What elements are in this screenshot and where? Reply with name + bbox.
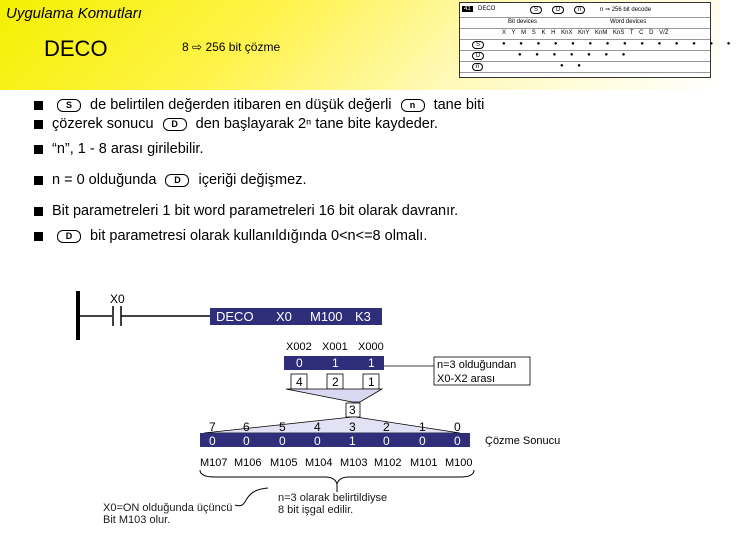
output-bit-value: 0: [454, 434, 461, 448]
input-label: X000: [358, 341, 384, 353]
input-label: X001: [322, 341, 348, 353]
callout-right-line2: 8 bit işgal edilir.: [278, 504, 354, 516]
thumb-row-d: D: [472, 52, 484, 60]
callout-left-line2: Bit M103 olur.: [103, 514, 171, 526]
param-s-badge: S: [57, 99, 81, 112]
instruction-name: DECO: [216, 309, 254, 324]
output-label: M107: [200, 457, 228, 469]
callout-right-line1: n=3 olarak belirtildiyse: [278, 492, 388, 504]
input-bit-value: 0: [296, 356, 303, 370]
subtitle-from: 8: [182, 40, 189, 54]
callout-right: [278, 492, 387, 516]
bullet-text: n = 0 olduğunda: [52, 172, 157, 188]
param-n-badge: n: [401, 99, 425, 112]
param-d-badge: D: [165, 174, 189, 187]
thumb-dots-n: ● ●: [560, 63, 587, 69]
result-label: Çözme Sonucu: [485, 435, 561, 447]
output-bit-value: 0: [279, 434, 286, 448]
instruction-arg-d: M100: [310, 309, 343, 324]
output-bit-value: 1: [349, 434, 356, 448]
bullet-text: içeriği değişmez.: [198, 172, 307, 188]
input-label: X002: [286, 341, 312, 353]
output-label: M100: [445, 457, 473, 469]
arrow-right-icon: ⇨: [192, 40, 203, 54]
output-bit-value: 0: [314, 434, 321, 448]
input-weight: 1: [368, 375, 375, 389]
output-label: M105: [270, 457, 298, 469]
n-note-line2: X0-X2 arası: [437, 373, 496, 385]
param-d-badge: D: [163, 118, 187, 131]
output-label: M104: [305, 457, 333, 469]
sum-value: 3: [349, 403, 356, 417]
thumb-name: DECO: [478, 6, 496, 12]
thumb-dots-d: ● ● ● ● ● ● ●: [518, 52, 632, 58]
thumb-columns: X Y M S K H KnX KnY KnM KnS T C D V/Z: [502, 30, 669, 36]
callout-left: [103, 502, 232, 526]
subtitle-to: 256 bit çözme: [205, 40, 281, 54]
callout-curve: [235, 488, 268, 506]
bullet-text: den başlayarak 2ⁿ tane bite kaydeder.: [195, 116, 438, 132]
output-label: M101: [410, 457, 438, 469]
output-label: M103: [340, 457, 368, 469]
thumb-desc: n ⇒ 256 bit decode: [600, 7, 652, 13]
output-label: M102: [374, 457, 402, 469]
course-title: Uygulama Komutları: [6, 5, 142, 22]
thumb-row-s: S: [472, 41, 484, 49]
thumb-op-d: D: [552, 6, 564, 14]
output-position: 3: [349, 420, 356, 434]
bullet-text: de belirtilen değerden itibaren en düşük değerli: [90, 97, 392, 113]
input-weight: 4: [296, 375, 303, 389]
thumb-op-s: S: [530, 6, 542, 14]
sum-funnel: [286, 389, 382, 402]
output-label: M106: [234, 457, 262, 469]
input-bit-value: 1: [368, 356, 375, 370]
input-bit-value: 1: [332, 356, 339, 370]
instruction-arg-s: X0: [276, 309, 292, 324]
thumb-group-word: Word devices: [610, 19, 647, 25]
output-bit-value: 0: [243, 434, 250, 448]
instruction-title: DECO: [44, 36, 108, 61]
callout-left-line1: X0=ON olduğunda üçüncü: [103, 502, 233, 514]
output-bit-value: 0: [383, 434, 390, 448]
thumb-dots-s: ● ● ● ● ● ● ● ● ● ● ● ● ● ●: [502, 41, 736, 47]
thumb-row-n: n: [472, 63, 483, 71]
contact-label: X0: [110, 292, 125, 306]
output-position: 0: [454, 420, 461, 434]
thumb-number: 41: [464, 6, 471, 12]
output-position: 5: [279, 420, 286, 434]
bullet-text: “n”, 1 - 8 arası girilebilir.: [52, 141, 204, 157]
output-bit-value: 0: [419, 434, 426, 448]
bullet-text: bit parametresi olarak kullanıldığında 0<n<=8 olmalı.: [90, 228, 428, 244]
output-position: 2: [383, 420, 390, 434]
thumb-group-bit: Bit devices: [508, 19, 538, 25]
output-position: 6: [243, 420, 250, 434]
param-d-badge: D: [57, 230, 81, 243]
thumb-op-n: n: [574, 6, 585, 14]
output-position: 7: [209, 420, 216, 434]
bullet-text: Bit parametreleri 1 bit word parametreleri 16 bit olarak davranır.: [52, 203, 459, 219]
instruction-arg-n: K3: [355, 309, 371, 324]
output-position: 1: [419, 420, 426, 434]
output-position: 4: [314, 420, 321, 434]
output-bit-bar: [200, 433, 470, 447]
output-brace: [200, 470, 474, 484]
input-weight: 2: [332, 375, 339, 389]
output-bit-value: 0: [209, 434, 216, 448]
n-note-line1: n=3 olduğundan: [437, 359, 517, 371]
bullet-text: çözerek sonucu: [52, 116, 154, 132]
bullet-text: tane biti: [433, 97, 485, 113]
